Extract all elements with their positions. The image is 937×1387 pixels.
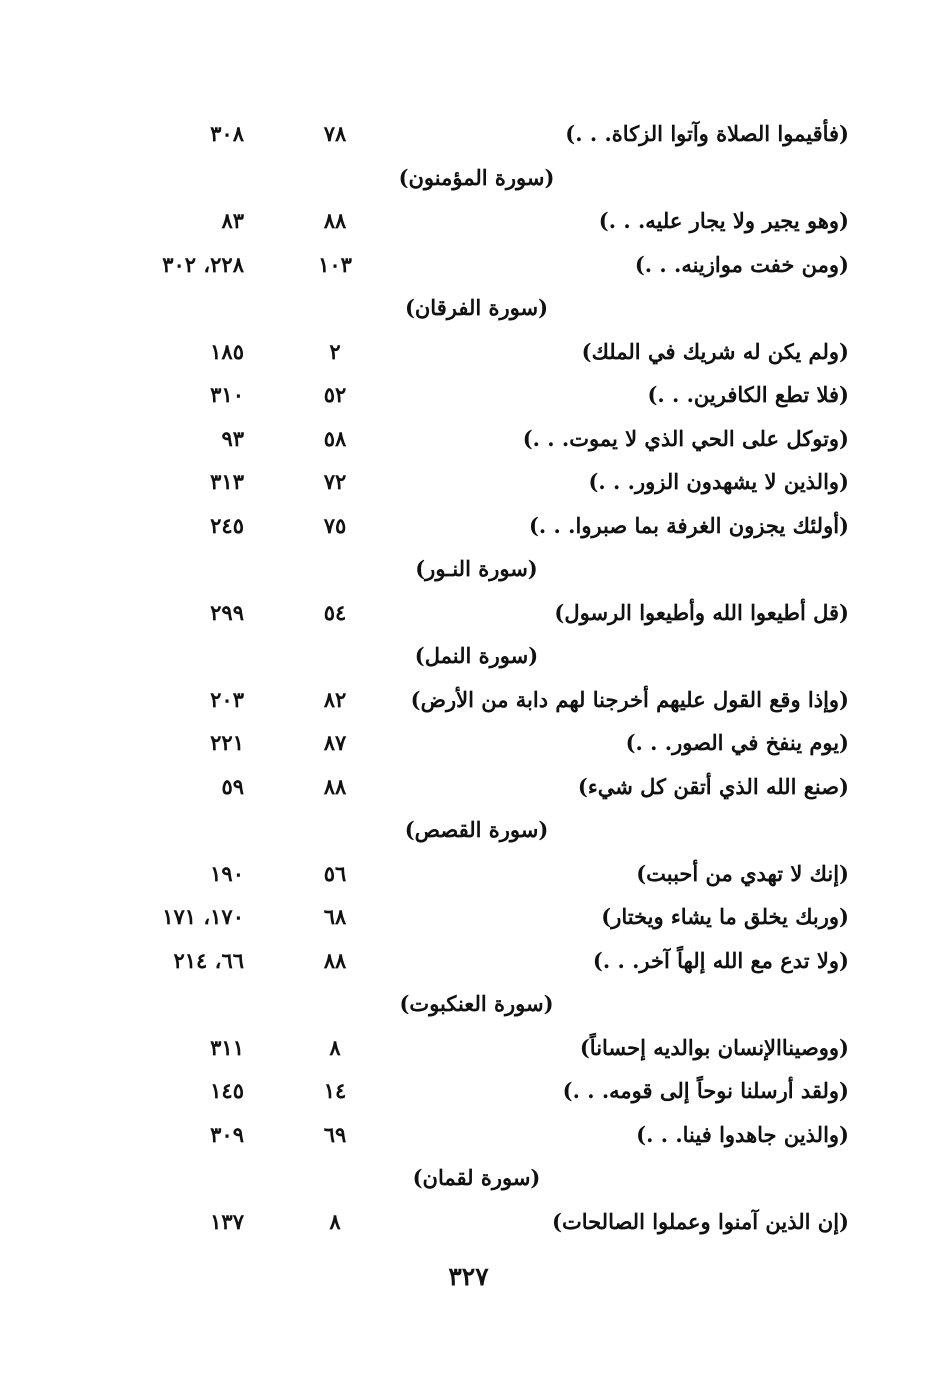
index-entry [0, 1072, 937, 1116]
page-references: ٣٠٩ [210, 1121, 244, 1147]
page-references: ٣١٠ [210, 382, 244, 407]
surah-title: (سورة المؤمنون) [398, 164, 555, 190]
page-references: ٨٣ [221, 208, 244, 233]
page-references: ٢٢٨، ٣٠٢ [162, 251, 244, 277]
page-references: ٢٤٥ [210, 512, 244, 538]
verse-text: (صنع الله الذي أتقن كل شيء) [577, 773, 849, 799]
page-references: ٩٣ [221, 425, 244, 451]
surah-heading-row [0, 637, 937, 681]
page-references: ١٨٥ [210, 338, 244, 364]
index-entry [0, 376, 937, 420]
ayah-number: ٥٦ [323, 860, 347, 886]
index-entry [0, 420, 937, 464]
ayah-number: ٨ [329, 1208, 341, 1234]
index-entry [0, 1203, 937, 1247]
index-entry [0, 507, 937, 551]
surah-title: (سورة الفرقان) [404, 295, 549, 320]
verse-text: (ووصيناالإنسان بوالديه إحساناً) [579, 1034, 849, 1060]
page-references: ٢٢١ [210, 730, 244, 755]
index-entry [0, 768, 937, 812]
index-entry [0, 1116, 937, 1160]
surah-heading [0, 295, 937, 320]
surah-heading-row [0, 550, 937, 594]
ayah-number: ٨٨ [323, 208, 347, 233]
verse-text: (وإذا وقع القول عليهم أخرجنا لهم دابة من الأرض) [410, 686, 849, 712]
index-entry [0, 463, 937, 507]
surah-heading-row [0, 1159, 937, 1203]
ayah-number: ٧٨ [323, 121, 347, 146]
verse-text: (ولم يكن له شريك في الملك) [581, 338, 849, 364]
verse-text: (إن الذين آمنوا وعملوا الصالحات) [552, 1208, 849, 1234]
surah-heading [0, 165, 937, 190]
ayah-number: ١٠٣ [318, 251, 352, 277]
index-entry [0, 681, 937, 725]
verse-text: (ومن خفت موازينه. . .) [634, 251, 849, 277]
verse-text: (فأقيموا الصلاة وآتوا الزكاة. . .) [565, 121, 849, 146]
page-references: ٣٠٨ [210, 121, 244, 146]
verse-text: (أولئك يجزون الغرفة بما صبروا. . .) [529, 512, 849, 538]
page-references: ٣١١ [210, 1034, 244, 1060]
verse-text: (فلا تطع الكافرين. . .) [647, 382, 849, 407]
surah-heading-row [0, 289, 937, 333]
ayah-number: ٨٨ [323, 773, 347, 799]
verse-text: (وتوكل على الحي الذي لا يموت. . .) [522, 425, 849, 451]
index-entry [0, 594, 937, 638]
surah-heading [0, 991, 937, 1016]
index-entry [0, 724, 937, 768]
surah-title: (سورة النـور) [415, 556, 538, 581]
ayah-number: ١٤ [323, 1078, 347, 1103]
index-entry [0, 1029, 937, 1073]
ayah-number: ٨٨ [323, 947, 347, 973]
ayah-number: ٨٧ [323, 730, 347, 755]
verse-text: (قل أطيعوا الله وأطيعوا الرسول) [554, 599, 849, 625]
surah-heading [0, 556, 937, 581]
ayah-number: ٦٨ [323, 904, 347, 929]
ayah-number: ٢ [329, 338, 341, 364]
index-entry [0, 333, 937, 377]
surah-heading [0, 817, 937, 842]
ayah-number: ٧٥ [323, 512, 347, 538]
ayah-number: ٨ [329, 1034, 341, 1060]
ayah-number: ٦٩ [323, 1121, 347, 1147]
ayah-number: ٨٢ [323, 686, 347, 712]
page-references: ١٩٠ [210, 860, 244, 886]
ayah-number: ٥٤ [323, 599, 347, 625]
ayah-number: ٥٨ [323, 425, 347, 451]
verse-text: (ولا تدع مع الله إلهاً آخر. . .) [592, 947, 849, 973]
surah-heading-row [0, 985, 937, 1029]
verse-text: (وربك يخلق ما يشاء ويختار) [601, 904, 849, 929]
page-references: ١٤٥ [210, 1078, 244, 1103]
page-references: ٦٦، ٢١٤ [173, 947, 244, 973]
surah-title: (سورة النمل) [414, 643, 539, 668]
index-entry [0, 855, 937, 899]
verse-text: (وهو يجير ولا يجار عليه. . .) [598, 208, 849, 233]
index-entry [0, 246, 937, 290]
page-references: ٣١٣ [210, 469, 244, 494]
ayah-number: ٧٢ [323, 469, 347, 494]
verse-text: (ولقد أرسلنا نوحاً إلى قومه. . .) [562, 1078, 849, 1103]
surah-heading-row [0, 811, 937, 855]
page-references: ١٧٠، ١٧١ [162, 904, 244, 929]
surah-title: (سورة لقمان) [412, 1165, 541, 1190]
page-references: ٢٠٣ [210, 686, 244, 712]
verse-text: (إنك لا تهدي من أحببت) [636, 860, 849, 886]
index-entry [0, 942, 937, 986]
page-references: ٥٩ [221, 773, 244, 799]
surah-heading-row [0, 159, 937, 203]
surah-heading [0, 1165, 937, 1190]
verse-index-list [0, 115, 937, 1246]
verse-text: (والذين جاهدوا فينا. . .) [636, 1121, 849, 1147]
index-entry [0, 115, 937, 159]
index-entry [0, 202, 937, 246]
surah-title: (سورة العنكبوت) [399, 991, 554, 1016]
page-references: ١٣٧ [210, 1208, 244, 1234]
verse-text: (والذين لا يشهدون الزور. . .) [588, 469, 849, 494]
page-number: ٣٢٧ [448, 1262, 489, 1291]
surah-title: (سورة القصص) [404, 817, 549, 842]
index-entry [0, 898, 937, 942]
verse-text: (يوم ينفخ في الصور. . .) [625, 730, 849, 755]
page-references: ٢٩٩ [210, 599, 244, 625]
ayah-number: ٥٢ [323, 382, 347, 407]
surah-heading [0, 643, 937, 668]
